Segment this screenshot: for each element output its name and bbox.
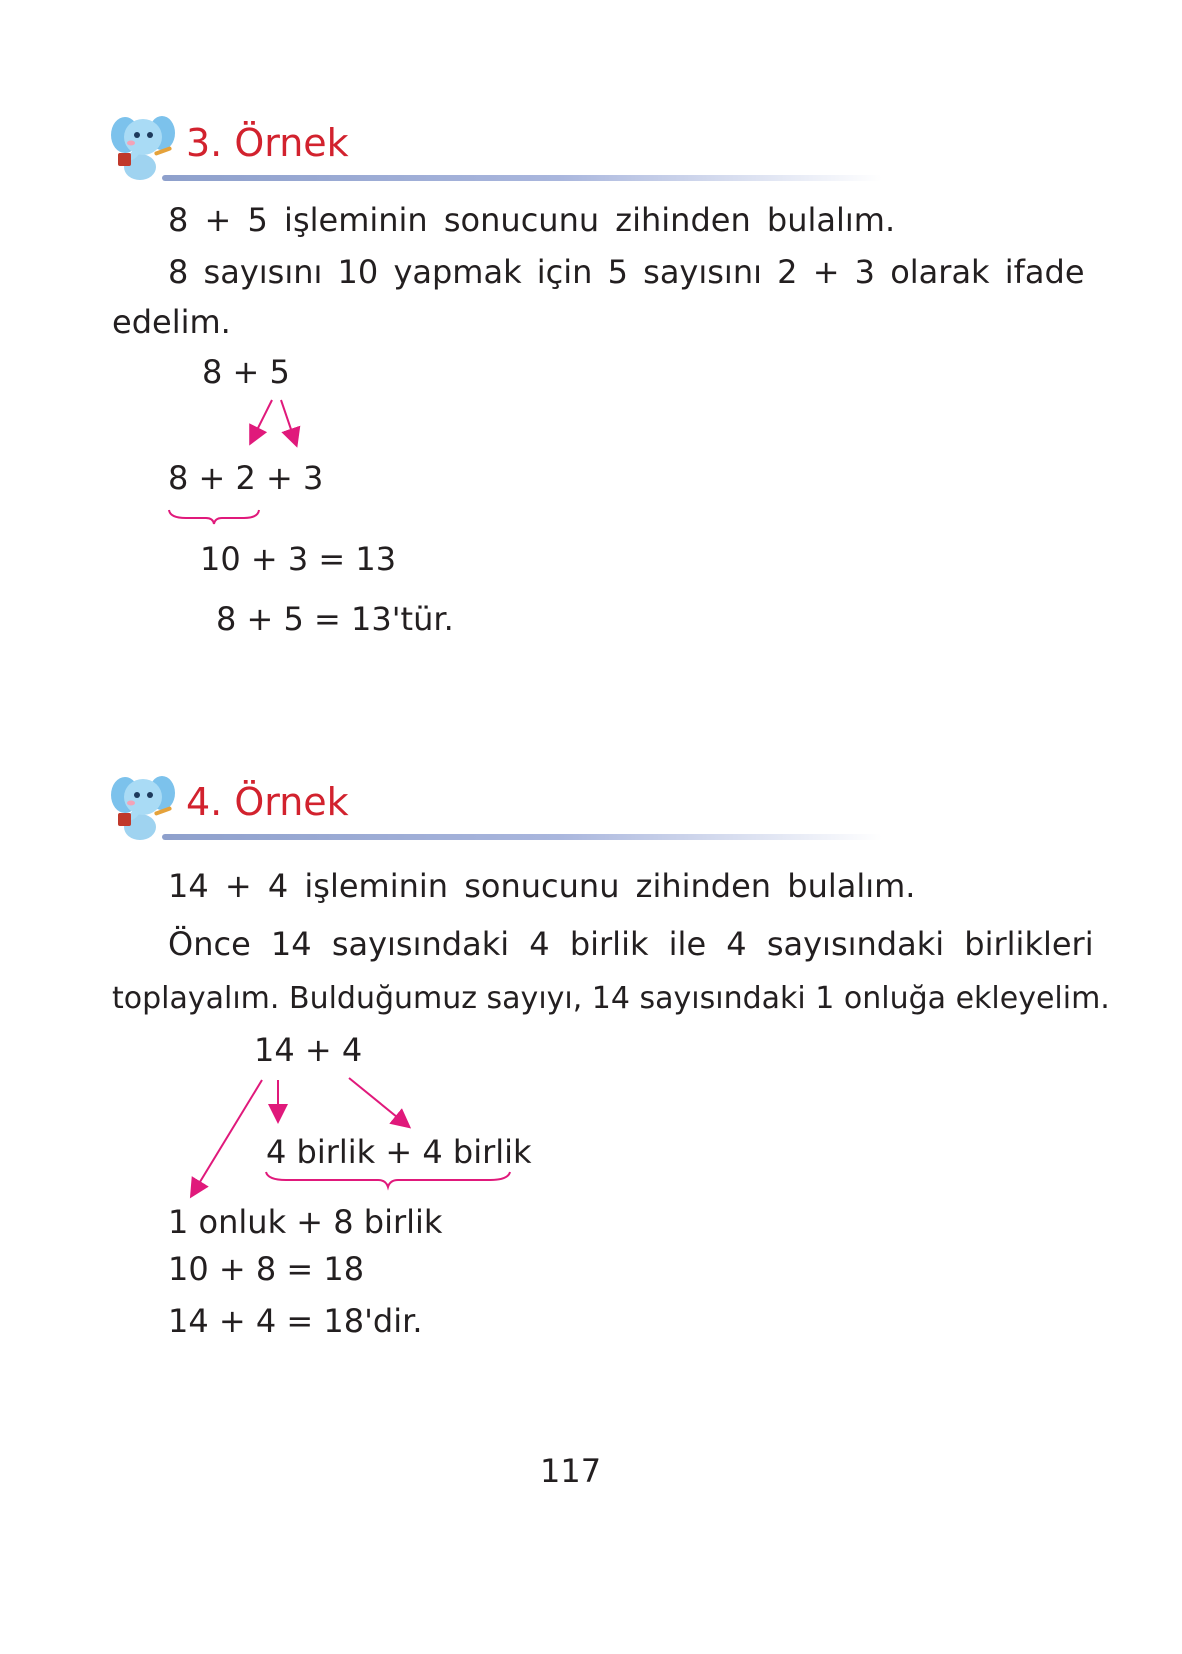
arrow — [281, 400, 296, 444]
paragraph: Önce 14 sayısındaki 4 birlik ile 4 sayısındaki birlikleri — [168, 925, 1094, 963]
paragraph: 8 + 5 işleminin sonucunu zihinden bulalım. — [168, 201, 896, 239]
onluk-line: 1 onluk + 8 birlik — [168, 1203, 443, 1241]
arrow — [192, 1080, 262, 1195]
brace — [169, 510, 259, 524]
sum-line: 10 + 8 = 18 — [168, 1250, 365, 1288]
diagram-split: 4 birlik + 4 birlik — [266, 1133, 532, 1171]
paragraph: toplayalım. Bulduğumuz sayıyı, 14 sayısındaki 1 onluğa ekleyelim. — [112, 981, 1110, 1016]
result-line: 8 + 5 = 13'tür. — [216, 600, 454, 638]
sum-line: 10 + 3 = 13 — [200, 540, 397, 578]
arrow — [251, 400, 272, 442]
result-line: 14 + 4 = 18'dir. — [168, 1302, 423, 1340]
paragraph: 8 sayısını 10 yapmak için 5 sayısını 2 + 3 olarak ifade — [168, 253, 1085, 291]
example-title: 3. Örnek — [186, 121, 349, 165]
brace — [266, 1172, 510, 1187]
arrow — [349, 1078, 408, 1126]
paragraph: edelim. — [112, 303, 231, 341]
diagram-top: 8 + 5 — [202, 353, 290, 391]
diagram-split: 8 + 2 + 3 — [168, 459, 324, 497]
diagram-top: 14 + 4 — [254, 1031, 363, 1069]
page-number: 117 — [540, 1452, 602, 1490]
paragraph: 14 + 4 işleminin sonucunu zihinden bulalım. — [168, 867, 916, 905]
example-title: 4. Örnek — [186, 780, 349, 824]
